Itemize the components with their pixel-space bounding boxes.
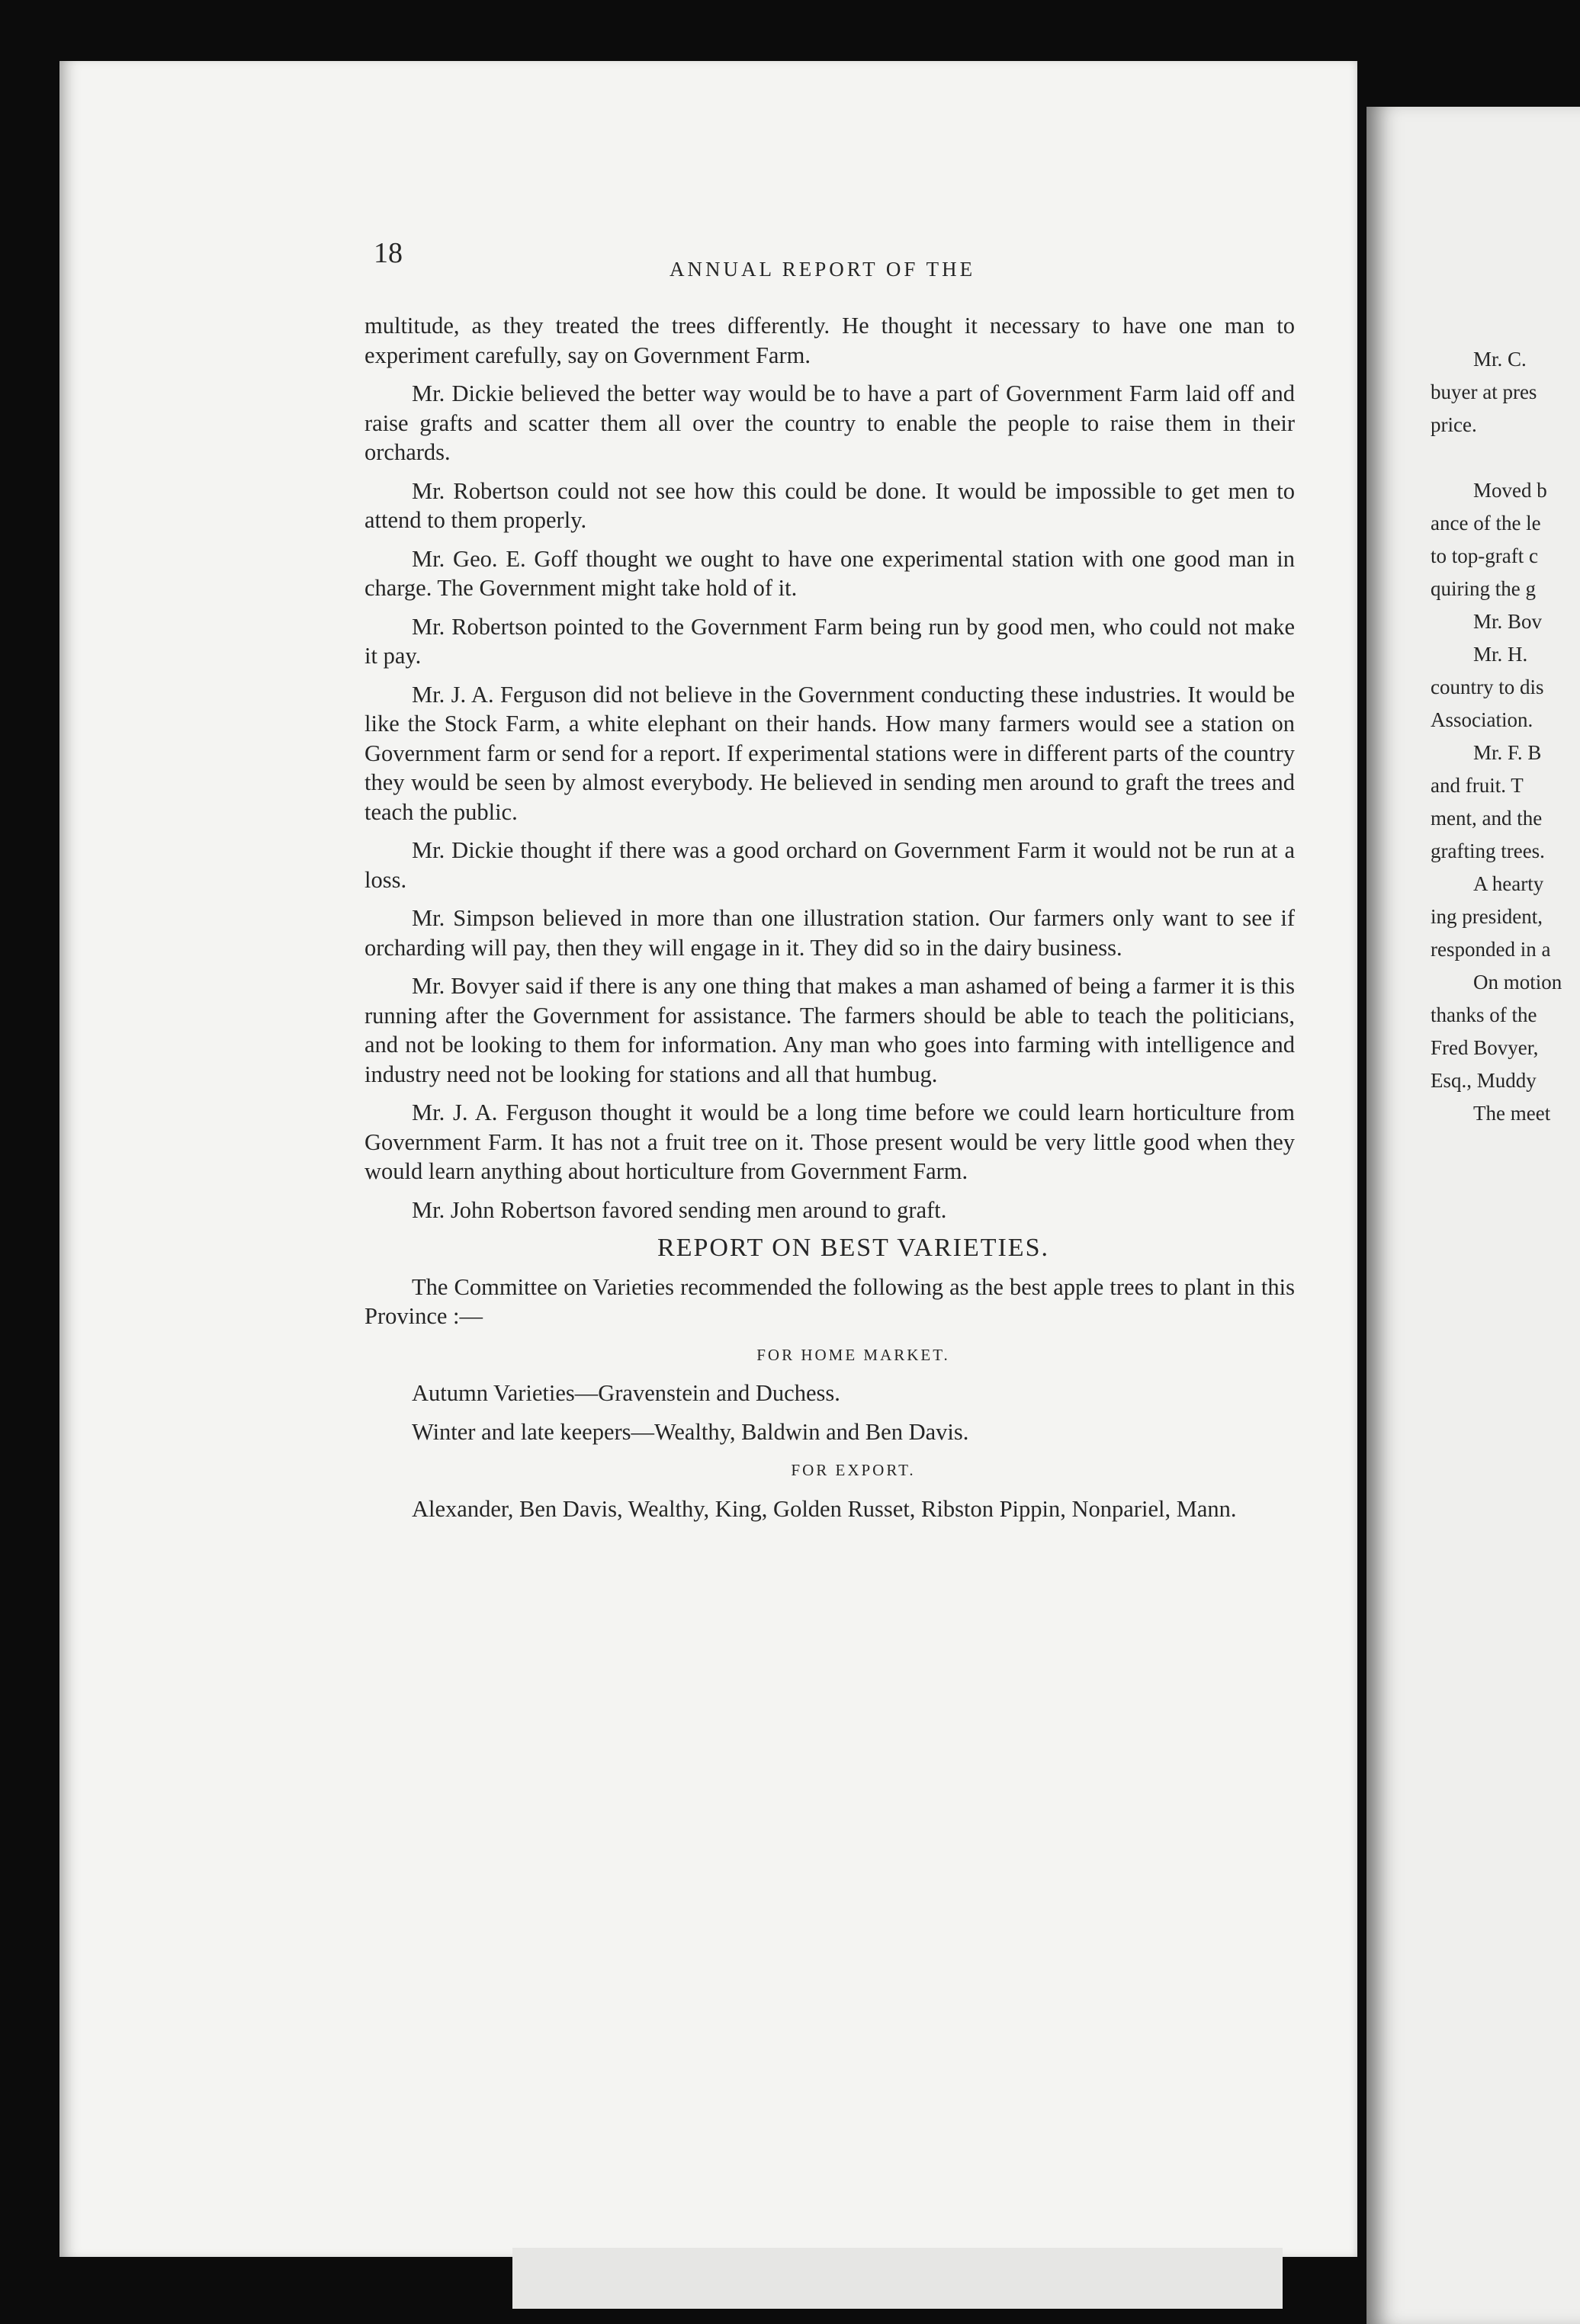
right-page-text <box>1431 343 1580 1130</box>
paragraph: Mr. Geo. E. Goff thought we ought to have one experimental station with one good man in charge. The Government might take hold of it. <box>364 545 1295 601</box>
paragraph: Mr. Dickie believed the better way would be to have a part of Government Farm laid off and raise grafts and scatter them all over the country to enable the people to raise them in their orchards. <box>364 380 1295 465</box>
export-heading: FOR EXPORT. <box>791 1461 916 1479</box>
right-page-line: Mr. Bov <box>1473 610 1543 633</box>
right-page-line: quiring the g <box>1431 577 1536 600</box>
right-page-line: Esq., Muddy <box>1431 1069 1537 1092</box>
right-page-line: thanks of the <box>1431 1003 1537 1026</box>
section-heading: REPORT ON BEST VARIETIES. <box>657 1234 1049 1262</box>
right-page-line: On motion <box>1473 971 1562 993</box>
autumn-varieties: Autumn Varieties—Gravenstein and Duchess. <box>412 1380 840 1406</box>
right-page-line: Mr. F. B <box>1473 741 1542 764</box>
right-page-line: grafting trees. <box>1431 839 1545 862</box>
right-page-line: Fred Bovyer, <box>1431 1036 1539 1059</box>
right-page-line: responded in a <box>1431 938 1551 961</box>
body-text <box>364 311 1295 1533</box>
paragraph: Mr. J. A. Ferguson did not believe in the Government conducting these industries. It would be like the Stock Farm, a white elephant on their hands. How many farmers would see a station on Government farm or send for a report. If experimental stations were in different parts of the country they would be seen by almost everybody. He believed in sending men around to graft the trees and teach the public. <box>364 681 1295 825</box>
home-market-heading: FOR HOME MARKET. <box>756 1345 950 1364</box>
page-number: 18 <box>374 237 403 269</box>
running-head: ANNUAL REPORT OF THE <box>670 258 976 281</box>
right-page <box>1366 107 1580 2324</box>
right-page-line: Moved b <box>1473 479 1547 502</box>
right-page-line: ance of the le <box>1431 512 1541 534</box>
right-page-line: Mr. H. <box>1473 643 1528 666</box>
right-page-line: buyer at pres <box>1431 380 1537 403</box>
report-intro: The Committee on Varieties recommended the following as the best apple trees to plant in this Province :— <box>364 1273 1295 1329</box>
winter-varieties: Winter and late keepers—Wealthy, Baldwin and Ben Davis. <box>412 1418 969 1445</box>
right-page-line: ing president, <box>1431 905 1543 928</box>
paragraph: Mr. J. A. Ferguson thought it would be a long time before we could learn horticulture from Government Farm. It has not a fruit tree on it. Those present would be very little good when they would learn anything about horticulture from Government Farm. <box>364 1099 1295 1184</box>
page-tab <box>512 2248 1283 2309</box>
paragraph: multitude, as they treated the trees differently. He thought it necessary to have one man to experiment carefully, say on Government Farm. <box>364 313 1295 368</box>
right-page-line: country to dis <box>1431 676 1544 698</box>
right-page-line: A hearty <box>1473 872 1544 895</box>
right-page-line: Mr. C. <box>1473 348 1527 371</box>
paragraph: Mr. Bovyer said if there is any one thing that makes a man ashamed of being a farmer it is this running after the Government for assistance. The farmers should be able to teach the politicians, and not be looking to them for information. Any man who goes into farming with intelligence and industry need not be looking for stations and all that humbug. <box>364 973 1295 1087</box>
paragraph: Mr. Robertson pointed to the Government Farm being run by good men, who could not make it pay. <box>364 613 1295 669</box>
right-page-line: The meet <box>1473 1102 1551 1125</box>
right-page-line: price. <box>1431 413 1477 436</box>
right-page-line <box>1431 441 1580 474</box>
paragraph: Mr. Robertson could not see how this could be done. It would be impossible to get men to attend to them properly. <box>364 477 1295 533</box>
paragraph: Mr. Simpson believed in more than one illustration station. Our farmers only want to see if orcharding will pay, then they will engage in it. They did so in the dairy business. <box>364 905 1295 961</box>
paragraph: Mr. John Robertson favored sending men around to graft. <box>412 1196 947 1223</box>
right-page-line: ment, and the <box>1431 807 1543 830</box>
paragraph: Mr. Dickie thought if there was a good orchard on Government Farm it would not be run at a loss. <box>364 837 1295 893</box>
right-page-line: and fruit. T <box>1431 774 1524 797</box>
export-varieties: Alexander, Ben Davis, Wealthy, King, Golden Russet, Ribston Pippin, Nonpariel, Mann. <box>412 1495 1237 1522</box>
right-page-line: Association. <box>1431 708 1533 731</box>
paragraph-list <box>364 311 1295 1225</box>
right-page-line: to top-graft c <box>1431 544 1538 567</box>
